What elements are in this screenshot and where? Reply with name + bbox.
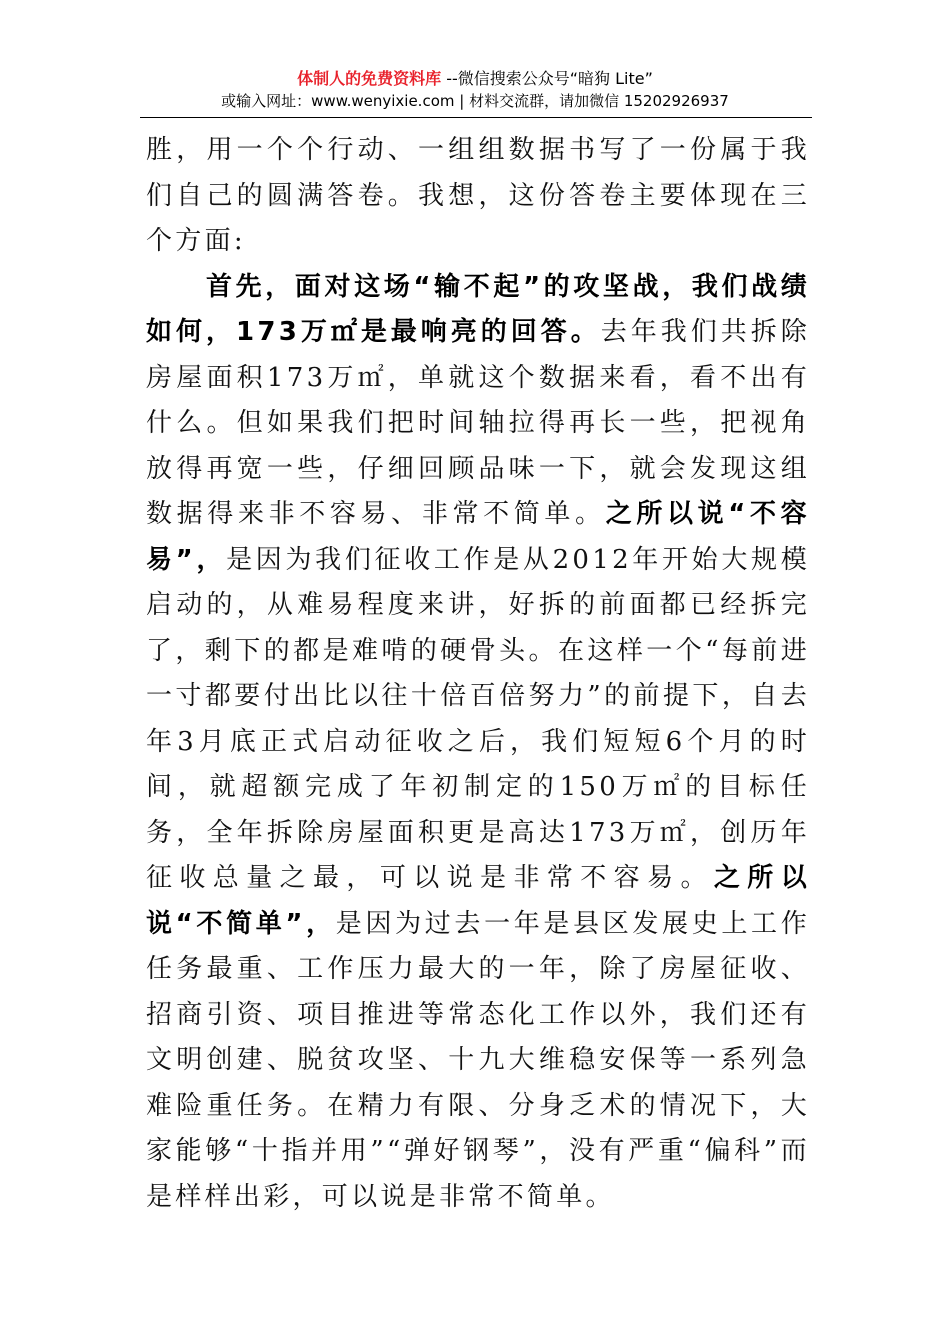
- header-line-2: 或输入网址：www.wenyixie.com | 材料交流群，请加微信 15202926937: [221, 92, 729, 110]
- paragraph-2-text-1: 去年我们共拆除房屋面积173万㎡，单就这个数据来看，看不出有什么。但如果我们把时间轴拉得再长一些，把视角放得再宽一些，仔细回顾品味一下，就会发现这组数据得来非不容易、非常不简单。: [146, 317, 810, 529]
- paragraph-2-heading-not-easy: 之所以说“不容易”，: [146, 499, 810, 575]
- document-body: [146, 128, 810, 1220]
- paragraph-2-heading: 首先，面对这场“输不起”的攻坚战，我们战绩如何，173万㎡是最响亮的回答。: [146, 271, 810, 347]
- page-header: [140, 68, 810, 112]
- paragraph-2-text-3: 是因为过去一年是县区发展史上工作任务最重、工作压力最大的一年，除了房屋征收、招商引资、项目推进等常态化工作以外，我们还有文明创建、脱贫攻坚、十九大维稳安保等一系列急难险重任务。在精力有限、分身乏术的情况下，大家能够“十指并用”“弹好钢琴”，没有严重“偏科”而是样样出彩，可以说是非常不简单。: [146, 908, 810, 1212]
- header-line-1: [140, 68, 810, 90]
- paragraph-2-heading-not-simple: 之所以说“不简单”，: [146, 863, 810, 939]
- header-brand-suffix: --微信搜索公众号“暗狗 Lite”: [441, 69, 653, 88]
- header-brand: 体制人的免费资料库: [297, 69, 442, 88]
- paragraph-2: [146, 265, 810, 1221]
- paragraph-1: 胜，用一个个行动、一组组数据书写了一份属于我们自己的圆满答卷。我想，这份答卷主要体现在三个方面:: [146, 135, 810, 256]
- header-divider: [140, 117, 812, 118]
- paragraph-2-text-2: 是因为我们征收工作是从2012年开始大规模启动的，从难易程度来讲，好拆的前面都已经拆完了，剩下的都是难啃的硬骨头。在这样一个“每前进一寸都要付出比以往十倍百倍努力”的前提下，自去年3月底正式启动征收之后，我们短短6个月的时间，就超额完成了年初制定的150万㎡的目标任务，全年拆除房屋面积更是高达173万㎡，创历年征收总量之最，可以说是非常不容易。: [146, 544, 810, 893]
